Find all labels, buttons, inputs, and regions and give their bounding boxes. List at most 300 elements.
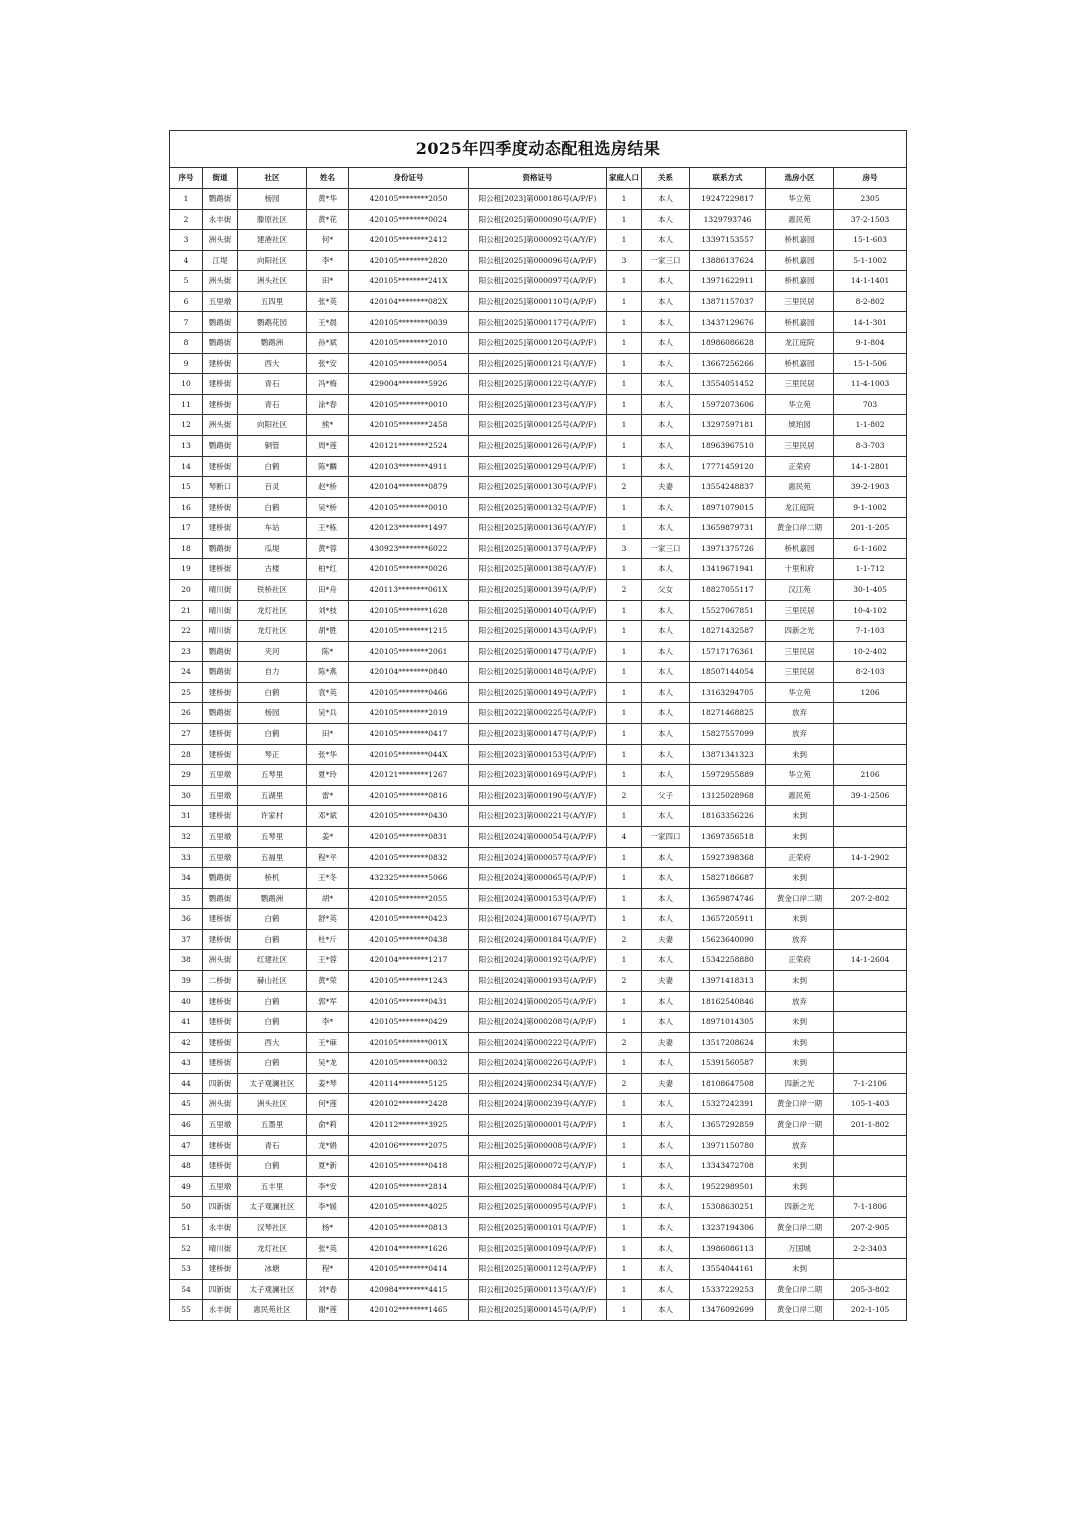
cell-cert-number: 阳公租[2024]第000239号(A/Y/F) <box>469 1094 607 1115</box>
cell-name: 黄*蓉 <box>307 538 349 559</box>
cell-contact: 13517208624 <box>690 1032 766 1053</box>
cell-cert-number: 阳公租[2025]第000092号(A/Y/F) <box>469 230 607 251</box>
cell-index: 16 <box>170 497 203 518</box>
cell-name: 舒*英 <box>307 909 349 930</box>
cell-room: 9-1-804 <box>834 333 907 354</box>
cell-id-number: 420105********2412 <box>349 230 469 251</box>
cell-relation: 本人 <box>642 1053 690 1074</box>
table-row <box>170 1279 907 1300</box>
cell-family-size: 2 <box>607 579 642 600</box>
cell-family-size: 1 <box>607 353 642 374</box>
cell-estate: 桥机嘉园 <box>766 230 834 251</box>
cell-index: 15 <box>170 477 203 498</box>
cell-index: 27 <box>170 724 203 745</box>
cell-contact: 13659874746 <box>690 888 766 909</box>
cell-family-size: 1 <box>607 435 642 456</box>
cell-contact: 13297597181 <box>690 415 766 436</box>
cell-index: 46 <box>170 1115 203 1136</box>
cell-cert-number: 阳公租[2025]第000110号(A/P/F) <box>469 291 607 312</box>
cell-cert-number: 阳公租[2025]第000084号(A/P/F) <box>469 1176 607 1197</box>
cell-street: 建桥街 <box>203 724 238 745</box>
cell-community: 鹦鹉花园 <box>238 312 307 333</box>
cell-street: 二桥街 <box>203 970 238 991</box>
cell-community: 瓜堤 <box>238 538 307 559</box>
cell-community: 西大 <box>238 1032 307 1053</box>
table-row <box>170 682 907 703</box>
cell-room <box>834 1012 907 1033</box>
cell-index: 37 <box>170 929 203 950</box>
cell-street: 建桥街 <box>203 909 238 930</box>
table-row <box>170 868 907 889</box>
cell-relation: 本人 <box>642 1238 690 1259</box>
cell-room: 207-2-802 <box>834 888 907 909</box>
cell-id-number: 420984********4415 <box>349 1279 469 1300</box>
cell-street: 鹦鹉街 <box>203 641 238 662</box>
cell-family-size: 2 <box>607 785 642 806</box>
cell-index: 51 <box>170 1217 203 1238</box>
cell-community: 杨园 <box>238 189 307 210</box>
cell-contact: 18986086628 <box>690 333 766 354</box>
cell-index: 41 <box>170 1012 203 1033</box>
cell-name: 吴*桥 <box>307 497 349 518</box>
cell-name: 陈*燕 <box>307 662 349 683</box>
cell-index: 5 <box>170 271 203 292</box>
cell-cert-number: 阳公租[2025]第000125号(A/P/F) <box>469 415 607 436</box>
table-row <box>170 1300 907 1321</box>
cell-index: 12 <box>170 415 203 436</box>
cell-contact: 13657205911 <box>690 909 766 930</box>
cell-room: 202-1-105 <box>834 1300 907 1321</box>
cell-id-number: 420105********241X <box>349 271 469 292</box>
cell-estate: 龙江庭院 <box>766 497 834 518</box>
cell-estate: 十里和府 <box>766 559 834 580</box>
cell-id-number: 420105********001X <box>349 1032 469 1053</box>
cell-street: 建桥街 <box>203 929 238 950</box>
cell-relation: 本人 <box>642 621 690 642</box>
cell-community: 向阳社区 <box>238 250 307 271</box>
cell-id-number: 420106********2075 <box>349 1135 469 1156</box>
table-row <box>170 703 907 724</box>
cell-family-size: 1 <box>607 497 642 518</box>
cell-id-number: 420105********0831 <box>349 826 469 847</box>
cell-index: 28 <box>170 744 203 765</box>
cell-street: 建桥街 <box>203 456 238 477</box>
table-row <box>170 1176 907 1197</box>
cell-relation: 本人 <box>642 1197 690 1218</box>
cell-estate: 三里民居 <box>766 291 834 312</box>
cell-contact: 13986086113 <box>690 1238 766 1259</box>
cell-room <box>834 868 907 889</box>
cell-family-size: 1 <box>607 1156 642 1177</box>
cell-name: 俞*莉 <box>307 1115 349 1136</box>
cell-estate: 华立苑 <box>766 189 834 210</box>
cell-contact: 13667256266 <box>690 353 766 374</box>
cell-relation: 本人 <box>642 415 690 436</box>
table-row <box>170 950 907 971</box>
cell-community: 五丰里 <box>238 1176 307 1197</box>
cell-name: 黄*花 <box>307 209 349 230</box>
cell-contact: 15308630251 <box>690 1197 766 1218</box>
table-row <box>170 291 907 312</box>
cell-family-size: 1 <box>607 765 642 786</box>
cell-cert-number: 阳公租[2025]第000145号(A/P/F) <box>469 1300 607 1321</box>
cell-street: 五里墩 <box>203 765 238 786</box>
cell-contact: 15337229253 <box>690 1279 766 1300</box>
cell-family-size: 1 <box>607 518 642 539</box>
cell-name: 袁*英 <box>307 682 349 703</box>
cell-id-number: 420105********0438 <box>349 929 469 950</box>
cell-street: 五里墩 <box>203 1115 238 1136</box>
cell-family-size: 1 <box>607 806 642 827</box>
cell-relation: 本人 <box>642 374 690 395</box>
cell-estate: 惠民苑 <box>766 785 834 806</box>
cell-room <box>834 1259 907 1280</box>
cell-name: 谢*莲 <box>307 1300 349 1321</box>
cell-family-size: 1 <box>607 641 642 662</box>
cell-family-size: 1 <box>607 230 642 251</box>
cell-index: 50 <box>170 1197 203 1218</box>
cell-community: 白鹤 <box>238 929 307 950</box>
cell-street: 建桥街 <box>203 1259 238 1280</box>
cell-family-size: 1 <box>607 600 642 621</box>
cell-id-number: 420105********2458 <box>349 415 469 436</box>
cell-contact: 18271432587 <box>690 621 766 642</box>
cell-family-size: 1 <box>607 209 642 230</box>
cell-community: 白鹤 <box>238 991 307 1012</box>
header-family-size: 家庭人口 <box>607 168 642 189</box>
cell-community: 滕原社区 <box>238 209 307 230</box>
table-row <box>170 826 907 847</box>
table-row <box>170 394 907 415</box>
cell-index: 17 <box>170 518 203 539</box>
cell-index: 24 <box>170 662 203 683</box>
cell-relation: 本人 <box>642 353 690 374</box>
cell-name: 王*麻 <box>307 1032 349 1053</box>
cell-index: 21 <box>170 600 203 621</box>
cell-relation: 本人 <box>642 950 690 971</box>
cell-relation: 本人 <box>642 312 690 333</box>
cell-relation: 本人 <box>642 1217 690 1238</box>
cell-estate: 黄金口岸二期 <box>766 888 834 909</box>
cell-community: 太子观澜社区 <box>238 1279 307 1300</box>
cell-name: 吴*龙 <box>307 1053 349 1074</box>
cell-room: 7-1-103 <box>834 621 907 642</box>
table-row <box>170 724 907 745</box>
cell-estate: 黄金口岸一期 <box>766 1115 834 1136</box>
cell-contact: 13476092699 <box>690 1300 766 1321</box>
cell-estate: 三里民居 <box>766 435 834 456</box>
cell-index: 18 <box>170 538 203 559</box>
cell-name: 田*舟 <box>307 579 349 600</box>
cell-name: 姜*琴 <box>307 1073 349 1094</box>
cell-contact: 1329793746 <box>690 209 766 230</box>
cell-community: 五福里 <box>238 847 307 868</box>
cell-id-number: 420105********0430 <box>349 806 469 827</box>
cell-cert-number: 阳公租[2025]第000090号(A/P/F) <box>469 209 607 230</box>
cell-relation: 本人 <box>642 1135 690 1156</box>
cell-relation: 夫妻 <box>642 1073 690 1094</box>
cell-cert-number: 阳公租[2024]第000226号(A/P/F) <box>469 1053 607 1074</box>
cell-name: 李* <box>307 250 349 271</box>
cell-estate: 未到 <box>766 1156 834 1177</box>
cell-community: 太子观澜社区 <box>238 1197 307 1218</box>
cell-estate: 放弃 <box>766 991 834 1012</box>
cell-index: 49 <box>170 1176 203 1197</box>
cell-street: 建桥街 <box>203 518 238 539</box>
cell-family-size: 1 <box>607 1197 642 1218</box>
cell-community: 西大 <box>238 353 307 374</box>
cell-contact: 15717176361 <box>690 641 766 662</box>
cell-name: 胡* <box>307 888 349 909</box>
cell-index: 44 <box>170 1073 203 1094</box>
table-row <box>170 806 907 827</box>
cell-id-number: 420105********0414 <box>349 1259 469 1280</box>
cell-room <box>834 1032 907 1053</box>
cell-community: 青石 <box>238 394 307 415</box>
table-row <box>170 621 907 642</box>
cell-family-size: 1 <box>607 682 642 703</box>
cell-index: 14 <box>170 456 203 477</box>
cell-room: 105-1-403 <box>834 1094 907 1115</box>
cell-estate: 放弃 <box>766 703 834 724</box>
cell-community: 太子观澜社区 <box>238 1073 307 1094</box>
cell-id-number: 420113********061X <box>349 579 469 600</box>
cell-street: 洲头街 <box>203 950 238 971</box>
cell-name: 张*华 <box>307 744 349 765</box>
cell-name: 杜*斤 <box>307 929 349 950</box>
cell-id-number: 420114********5125 <box>349 1073 469 1094</box>
cell-room: 6-1-1602 <box>834 538 907 559</box>
cell-street: 五里墩 <box>203 785 238 806</box>
table-row <box>170 600 907 621</box>
cell-community: 车站 <box>238 518 307 539</box>
cell-contact: 13971622911 <box>690 271 766 292</box>
cell-room: 2106 <box>834 765 907 786</box>
cell-relation: 本人 <box>642 291 690 312</box>
table-row <box>170 1012 907 1033</box>
cell-cert-number: 阳公租[2025]第000149号(A/P/F) <box>469 682 607 703</box>
cell-index: 30 <box>170 785 203 806</box>
cell-family-size: 1 <box>607 1238 642 1259</box>
cell-relation: 夫妻 <box>642 1032 690 1053</box>
cell-cert-number: 阳公租[2024]第000057号(A/P/F) <box>469 847 607 868</box>
cell-contact: 18108647508 <box>690 1073 766 1094</box>
cell-room <box>834 1135 907 1156</box>
cell-family-size: 1 <box>607 1176 642 1197</box>
cell-cert-number: 阳公租[2025]第000112号(A/P/F) <box>469 1259 607 1280</box>
cell-id-number: 420105********0010 <box>349 394 469 415</box>
cell-community: 洲头社区 <box>238 1094 307 1115</box>
cell-id-number: 420104********1626 <box>349 1238 469 1259</box>
cell-estate: 三里民居 <box>766 600 834 621</box>
cell-estate: 华立苑 <box>766 682 834 703</box>
cell-name: 黄*华 <box>307 189 349 210</box>
cell-family-size: 2 <box>607 1073 642 1094</box>
cell-id-number: 420104********082X <box>349 291 469 312</box>
cell-family-size: 1 <box>607 394 642 415</box>
table-body <box>170 189 907 1321</box>
table-row <box>170 230 907 251</box>
cell-estate: 桥机嘉园 <box>766 271 834 292</box>
cell-name: 王*栋 <box>307 518 349 539</box>
cell-relation: 本人 <box>642 662 690 683</box>
header-row <box>170 168 907 189</box>
cell-index: 6 <box>170 291 203 312</box>
cell-cert-number: 阳公租[2023]第000190号(A/Y/F) <box>469 785 607 806</box>
cell-family-size: 1 <box>607 744 642 765</box>
cell-relation: 本人 <box>642 641 690 662</box>
header-id-number: 身份证号 <box>349 168 469 189</box>
cell-community: 百灵 <box>238 477 307 498</box>
cell-community: 白鹤 <box>238 456 307 477</box>
cell-name: 张*英 <box>307 291 349 312</box>
cell-relation: 本人 <box>642 333 690 354</box>
table-row <box>170 189 907 210</box>
cell-relation: 本人 <box>642 271 690 292</box>
table-row <box>170 991 907 1012</box>
cell-relation: 本人 <box>642 518 690 539</box>
cell-community: 铁桥社区 <box>238 579 307 600</box>
cell-contact: 18162540846 <box>690 991 766 1012</box>
cell-cert-number: 阳公租[2023]第000221号(A/Y/F) <box>469 806 607 827</box>
cell-street: 晴川街 <box>203 1238 238 1259</box>
cell-room: 207-2-905 <box>834 1217 907 1238</box>
cell-street: 建桥街 <box>203 394 238 415</box>
cell-index: 3 <box>170 230 203 251</box>
cell-room <box>834 806 907 827</box>
cell-id-number: 420105********0010 <box>349 497 469 518</box>
cell-cert-number: 阳公租[2022]第000225号(A/P/F) <box>469 703 607 724</box>
cell-estate: 黄金口岸二期 <box>766 1279 834 1300</box>
cell-room: 5-1-1002 <box>834 250 907 271</box>
cell-community: 龙灯社区 <box>238 600 307 621</box>
cell-id-number: 420121********1267 <box>349 765 469 786</box>
cell-contact: 15623640090 <box>690 929 766 950</box>
cell-cert-number: 阳公租[2024]第000234号(A/Y/F) <box>469 1073 607 1094</box>
cell-relation: 本人 <box>642 806 690 827</box>
table-row <box>170 1073 907 1094</box>
cell-index: 53 <box>170 1259 203 1280</box>
cell-index: 52 <box>170 1238 203 1259</box>
cell-family-size: 1 <box>607 271 642 292</box>
cell-estate: 未到 <box>766 1053 834 1074</box>
cell-name: 周*莲 <box>307 435 349 456</box>
cell-index: 47 <box>170 1135 203 1156</box>
cell-street: 洲头街 <box>203 415 238 436</box>
cell-relation: 本人 <box>642 1156 690 1177</box>
cell-estate: 黄金口岸二期 <box>766 1300 834 1321</box>
cell-community: 白鹤 <box>238 909 307 930</box>
cell-relation: 本人 <box>642 888 690 909</box>
cell-street: 永丰街 <box>203 1300 238 1321</box>
cell-room: 703 <box>834 394 907 415</box>
cell-street: 建桥街 <box>203 559 238 580</box>
cell-community: 铜管 <box>238 435 307 456</box>
cell-family-size: 1 <box>607 621 642 642</box>
table-row <box>170 641 907 662</box>
cell-name: 何*莲 <box>307 1094 349 1115</box>
cell-relation: 本人 <box>642 456 690 477</box>
cell-cert-number: 阳公租[2024]第000184号(A/P/F) <box>469 929 607 950</box>
cell-room <box>834 1156 907 1177</box>
cell-street: 江堤 <box>203 250 238 271</box>
cell-street: 建桥街 <box>203 374 238 395</box>
cell-community: 五琴里 <box>238 765 307 786</box>
cell-contact: 13125028968 <box>690 785 766 806</box>
cell-name: 熊* <box>307 415 349 436</box>
cell-room: 39-2-1903 <box>834 477 907 498</box>
cell-family-size: 2 <box>607 1032 642 1053</box>
cell-name: 涂*春 <box>307 394 349 415</box>
cell-community: 赫山社区 <box>238 970 307 991</box>
cell-contact: 13554248837 <box>690 477 766 498</box>
table-row <box>170 374 907 395</box>
cell-estate: 华立苑 <box>766 765 834 786</box>
cell-index: 23 <box>170 641 203 662</box>
cell-name: 陈*麟 <box>307 456 349 477</box>
cell-index: 38 <box>170 950 203 971</box>
header-community: 社区 <box>238 168 307 189</box>
cell-street: 四新街 <box>203 1279 238 1300</box>
cell-room: 7-1-2106 <box>834 1073 907 1094</box>
table-row <box>170 1135 907 1156</box>
cell-room <box>834 909 907 930</box>
cell-index: 11 <box>170 394 203 415</box>
cell-cert-number: 阳公租[2025]第000129号(A/P/F) <box>469 456 607 477</box>
cell-estate: 华立苑 <box>766 394 834 415</box>
table-row <box>170 662 907 683</box>
table-row <box>170 518 907 539</box>
cell-index: 42 <box>170 1032 203 1053</box>
cell-index: 31 <box>170 806 203 827</box>
cell-relation: 夫妻 <box>642 929 690 950</box>
cell-contact: 13554044161 <box>690 1259 766 1280</box>
cell-community: 五墨里 <box>238 1115 307 1136</box>
cell-street: 鹦鹉街 <box>203 662 238 683</box>
cell-id-number: 420105********2050 <box>349 189 469 210</box>
cell-room: 8-2-103 <box>834 662 907 683</box>
cell-index: 33 <box>170 847 203 868</box>
table-row <box>170 929 907 950</box>
cell-name: 李*媛 <box>307 1197 349 1218</box>
cell-estate: 三里民居 <box>766 374 834 395</box>
cell-name: 刘*枝 <box>307 600 349 621</box>
cell-family-size: 1 <box>607 1217 642 1238</box>
cell-street: 建桥街 <box>203 744 238 765</box>
cell-index: 36 <box>170 909 203 930</box>
cell-contact: 19522989501 <box>690 1176 766 1197</box>
cell-id-number: 420112********3925 <box>349 1115 469 1136</box>
cell-room <box>834 744 907 765</box>
cell-relation: 本人 <box>642 1300 690 1321</box>
cell-contact: 18271468825 <box>690 703 766 724</box>
cell-cert-number: 阳公租[2024]第000208号(A/P/F) <box>469 1012 607 1033</box>
cell-contact: 13237194306 <box>690 1217 766 1238</box>
cell-contact: 15972073606 <box>690 394 766 415</box>
cell-estate: 未到 <box>766 909 834 930</box>
cell-room: 10-4-102 <box>834 600 907 621</box>
cell-family-size: 1 <box>607 312 642 333</box>
table-row <box>170 1032 907 1053</box>
cell-family-size: 1 <box>607 1135 642 1156</box>
cell-id-number: 420105********1215 <box>349 621 469 642</box>
cell-cert-number: 阳公租[2025]第000143号(A/P/F) <box>469 621 607 642</box>
cell-relation: 本人 <box>642 991 690 1012</box>
cell-name: 邓*斌 <box>307 806 349 827</box>
cell-relation: 父女 <box>642 579 690 600</box>
cell-estate: 未到 <box>766 1032 834 1053</box>
cell-room: 30-1-405 <box>834 579 907 600</box>
